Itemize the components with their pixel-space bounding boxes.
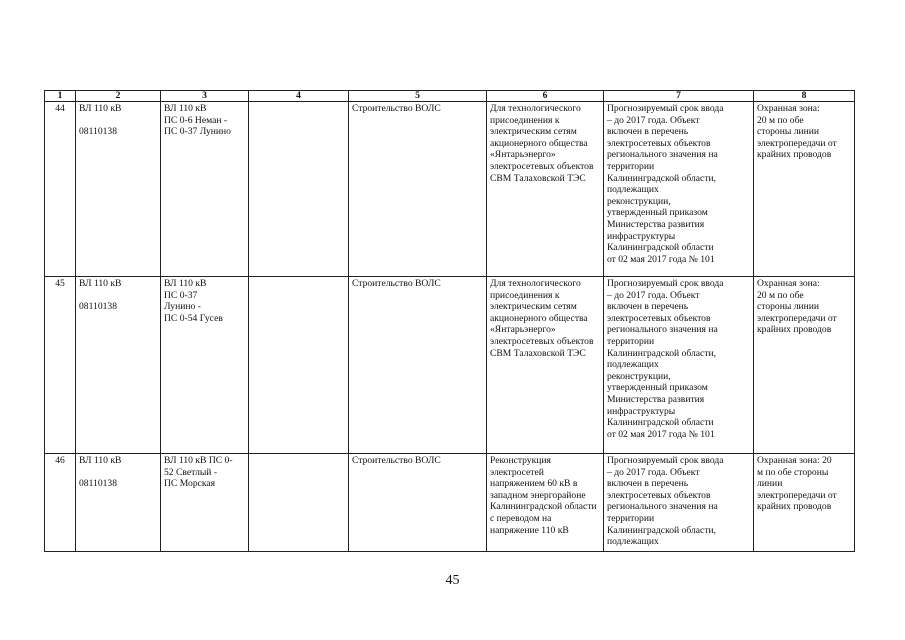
cell-text-line: регионального значения на [607,501,718,513]
page-number: 45 [445,573,460,588]
cell-text-line: Охранная зона: [757,278,820,289]
cell-object [76,454,161,552]
cell-text-line: 08110138 [79,301,118,313]
cell-zone [754,277,855,454]
cell-text-line: 08110138 [79,478,118,490]
cell-text-line: территории [607,160,655,172]
cell-text-line: Калининградской области [490,501,597,513]
cell-text-line: подлежащих [607,536,659,548]
cell-text-line: ВЛ 110 кВ [164,103,207,114]
cell-text-line: подлежащих [607,359,659,371]
cell-term [604,454,754,552]
cell-text-line: крайних проводов [757,501,832,513]
infrastructure-table [44,90,855,552]
cell-text-line: электропередачи от [757,489,837,501]
cell-text-line: Министерства развития [607,218,705,230]
column-header: 5 [349,91,487,102]
cell-text-line [79,467,157,479]
cell-text-line: электросетевых объектов [490,335,594,347]
cell-route [161,454,249,552]
cell-text-line: Калининградской области, [607,347,717,359]
cell-text-line: электросетевых объектов [490,160,594,172]
cell-basis [487,454,604,552]
cell-text-line: Министерства развития [607,393,705,405]
cell-text-line: электросетей [490,466,544,478]
cell-text-line: электрическим сетям [490,126,577,138]
cell-route [161,102,249,277]
cell-text-line: крайних проводов [757,149,832,161]
cell-text-line: реконструкции, [607,195,671,207]
cell-text-line: Калининградской области [607,417,714,429]
cell-text-line: утвержденный приказом [607,382,708,394]
cell-zone [754,102,855,277]
cell-basis [487,277,604,454]
cell-text-line: 08110138 [79,126,118,138]
cell-text-line: «Янтарьэнерго» [490,324,556,336]
table-header-row [45,91,855,102]
cell-number: 44 [45,102,76,277]
cell-term [604,277,754,454]
cell-text-line: электросетевых объектов [607,312,711,324]
cell-text-line: ПС 0-54 Гусев [164,312,223,324]
cell-text-line: электросетевых объектов [607,489,711,501]
cell-text-line: реконструкции, [607,370,671,382]
table-row [45,102,855,277]
cell-text-line: м по обе стороны [757,466,829,478]
cell-text-line: акционерного общества [490,137,588,149]
cell-text-line: Прогнозируемый срок ввода [607,455,724,466]
cell-text-line: Для технологического [490,278,581,289]
cell-text-line: электропередачи от [757,312,837,324]
cell-text-line: «Янтарьэнерго» [490,149,556,161]
cell-text-line: СВМ Талаховской ТЭС [490,347,586,359]
cell-text-line: Прогнозируемый срок ввода [607,278,724,289]
cell-text-line: 20 м по обе [757,289,804,301]
cell-text-line: электросетевых объектов [607,137,711,149]
cell-text-line: инфраструктуры [607,230,676,242]
cell-text-line: ПС 0-37 [164,289,198,301]
cell-text-line: ПС 0-6 Неман - [164,114,228,126]
column-header: 7 [604,91,754,102]
cell-text-line: электрическим сетям [490,301,577,313]
table-row [45,454,855,552]
cell-text-line: ВЛ 110 кВ ПС 0- [164,455,233,466]
cell-text-line: ПС 0-37 Лунино [164,126,231,138]
cell-text-line: включен в перечень [607,301,689,313]
cell-text-line: 20 м по обе [757,114,804,126]
column-header: 4 [249,91,349,102]
table-row [45,277,855,454]
cell-purpose: Строительство ВОЛС [349,102,487,277]
cell-text-line: присоединения к [490,289,560,301]
cell-text-line: западном энергорайоне [490,489,586,501]
cell-text-line: крайних проводов [757,324,832,336]
cell-number: 45 [45,277,76,454]
cell-text-line: Калининградской области, [607,172,717,184]
cell-text-line: Охранная зона: 20 [757,455,832,466]
cell-text-line: включен в перечень [607,478,689,490]
cell-text-line: инфраструктуры [607,405,676,417]
cell-text-line: напряжение 110 кВ [490,524,569,536]
cell-text-line: территории [607,512,655,524]
cell-text-line: с переводом на [490,512,552,524]
cell-text-line: ВЛ 110 кВ [164,278,207,289]
cell-text-line: СВМ Талаховской ТЭС [490,172,586,184]
cell-column-4 [249,454,349,552]
cell-text-line: Прогнозируемый срок ввода [607,103,724,114]
cell-text-line: включен в перечень [607,126,689,138]
cell-text-line: подлежащих [607,184,659,196]
cell-text-line: напряжением 60 кВ в [490,478,578,490]
cell-text-line: – до 2017 года. Объект [607,289,700,301]
cell-purpose: Строительство ВОЛС [349,277,487,454]
cell-text-line: ВЛ 110 кВ [79,103,122,114]
cell-text-line: ПС Морская [164,478,216,490]
cell-number: 46 [45,454,76,552]
cell-text-line: – до 2017 года. Объект [607,114,700,126]
cell-text-line: Охранная зона: [757,103,820,114]
cell-text-line: ВЛ 110 кВ [79,455,122,466]
cell-text-line: Для технологического [490,103,581,114]
cell-text-line: утвержденный приказом [607,207,708,219]
cell-term [604,102,754,277]
cell-text-line: акционерного общества [490,312,588,324]
cell-text-line: от 02 мая 2017 года № 101 [607,428,715,440]
cell-text-line: территории [607,335,655,347]
cell-object [76,102,161,277]
column-header: 3 [161,91,249,102]
cell-text-line: 52 Светлый - [164,466,218,478]
cell-text-line: от 02 мая 2017 года № 101 [607,253,715,265]
cell-text-line: – до 2017 года. Объект [607,466,700,478]
cell-text-line: стороны линии [757,126,820,138]
cell-purpose: Строительство ВОЛС [349,454,487,552]
cell-text-line: Калининградской области, [607,524,717,536]
cell-text-line: электропередачи от [757,137,837,149]
cell-text-line: Лунино - [164,301,201,313]
cell-text-line [79,290,157,302]
column-header: 6 [487,91,604,102]
cell-text-line: линии [757,478,783,490]
cell-text-line: регионального значения на [607,324,718,336]
cell-text-line: Реконструкция [490,455,551,466]
cell-route [161,277,249,454]
column-header: 2 [76,91,161,102]
column-header: 1 [45,91,76,102]
cell-text-line: Калининградской области [607,242,714,254]
cell-text-line: регионального значения на [607,149,718,161]
cell-text-line: присоединения к [490,114,560,126]
cell-zone [754,454,855,552]
cell-text-line [79,115,157,127]
cell-column-4 [249,102,349,277]
cell-basis [487,102,604,277]
cell-column-4 [249,277,349,454]
cell-text-line: стороны линии [757,301,820,313]
cell-object [76,277,161,454]
column-header: 8 [754,91,855,102]
cell-text-line: ВЛ 110 кВ [79,278,122,289]
